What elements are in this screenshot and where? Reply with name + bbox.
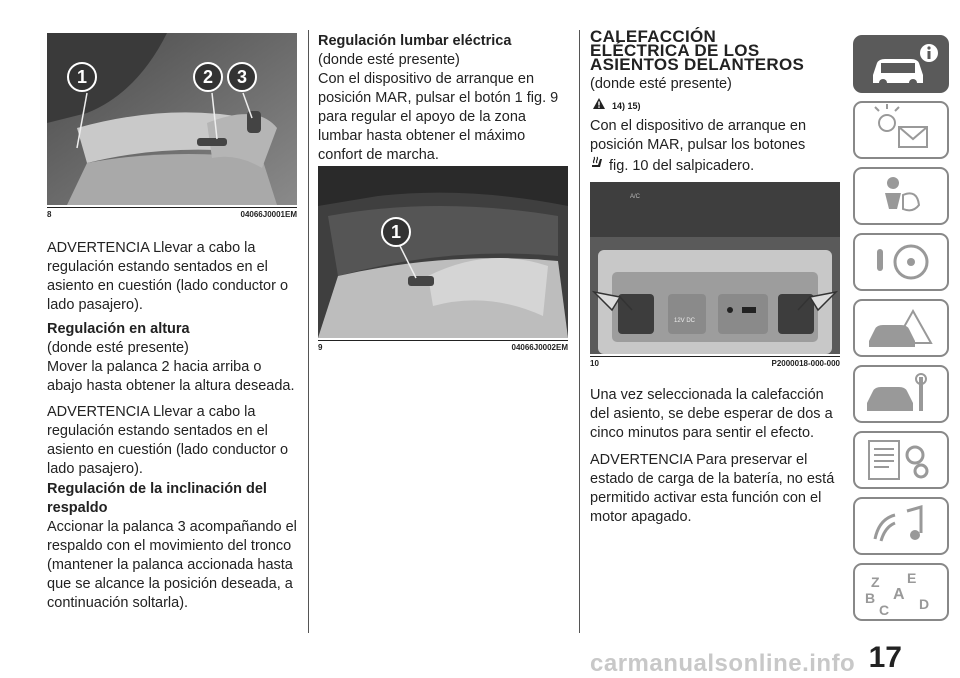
reference-notes	[592, 97, 641, 115]
watermark: carmanualsonline.info	[590, 650, 856, 677]
warning-triangle-icon	[592, 97, 606, 115]
svg-text:C: C	[879, 602, 890, 618]
tab-maintenance[interactable]	[853, 365, 949, 423]
section-lumbar	[318, 32, 568, 70]
figure-rule	[47, 207, 297, 208]
title-line: CALEFACCIÓN	[590, 27, 717, 46]
usb-label: 12V DC	[674, 318, 696, 324]
car-info-icon	[855, 78, 947, 95]
body-paragraph: Con el dispositivo de arranque en posición MAR, pulsar el botón 1 fig. 9 para regular el apoyo de la zona lumbar hasta obtener el máximo confort de marcha.	[318, 71, 559, 163]
figure-rule	[318, 340, 568, 341]
warning-paragraph: ADVERTENCIA Llevar a cabo la regulación estando sentados en el asiento en cuestión (lado conductor o lado pasajero).	[47, 240, 289, 313]
index-icon	[855, 570, 947, 623]
figure-number: 9	[318, 343, 323, 352]
figure-caption	[47, 210, 297, 219]
callout-1	[382, 218, 410, 246]
tab-driving[interactable]	[853, 233, 949, 291]
driving-icon	[855, 276, 947, 293]
lumbar-photo	[318, 166, 568, 338]
svg-text:2: 2	[202, 67, 214, 87]
tab-emergency[interactable]	[853, 299, 949, 357]
tab-multimedia[interactable]	[853, 497, 949, 555]
page-number: 17	[868, 641, 902, 674]
svg-text:A: A	[893, 586, 905, 603]
body-paragraph: Una vez seleccionada la calefacción del asiento, se debe esperar de dos a cinco minutos para sentir el efecto.	[590, 387, 833, 441]
warning-paragraph: ADVERTENCIA Llevar a cabo la regulación estando sentados en el asiento en cuestión (lado conductor o lado pasajero).	[47, 404, 289, 477]
safety-icon	[855, 210, 947, 227]
dashboard-photo	[590, 182, 840, 354]
figure-number: 10	[590, 359, 599, 368]
svg-text:D: D	[919, 596, 930, 612]
warning-lights-icon	[855, 144, 947, 161]
multimedia-icon	[855, 540, 947, 557]
body-paragraph-text: Con el dispositivo de arranque en posición MAR, pulsar los botones	[590, 118, 807, 153]
ac-label: A/C	[630, 194, 641, 200]
svg-text:3: 3	[236, 67, 248, 87]
section-heading: Regulación en altura	[47, 321, 190, 337]
figure-code: P2000018-000-000	[771, 359, 840, 368]
section-note: (donde esté presente)	[590, 76, 732, 92]
svg-text:1: 1	[390, 222, 402, 242]
body-paragraph: Accionar la palanca 3 acompañando el respaldo con el movimiento del tronco (mantener la palanca accionada hasta que se alcance la posición deseada, a continuación soltarla).	[47, 519, 297, 611]
tab-index[interactable]	[853, 563, 949, 621]
title-line: ASIENTOS DELANTEROS	[590, 55, 805, 74]
callout-2	[194, 63, 222, 91]
section-note: (donde esté presente)	[318, 52, 460, 68]
figure-number: 8	[47, 210, 52, 219]
technical-data-icon	[855, 474, 947, 491]
tab-warning-lights[interactable]	[853, 101, 949, 159]
tab-technical-data[interactable]	[853, 431, 949, 489]
section-heading: Regulación de la inclinación del respaldo	[47, 481, 267, 516]
column-divider	[308, 30, 309, 633]
figure-caption	[590, 359, 840, 368]
body-paragraph: Mover la palanca 2 hacia arriba o abajo hasta obtener la altura deseada.	[47, 359, 295, 394]
body-paragraph-line	[590, 155, 840, 177]
seat-adjust-photo	[47, 33, 297, 205]
warning-paragraph: ADVERTENCIA Para preservar el estado de carga de la batería, no está permitido activar esta función con el motor apagado.	[590, 452, 835, 525]
figure-code: 04066J0002EM	[511, 343, 568, 352]
column-divider	[579, 30, 580, 633]
section-height	[47, 320, 297, 358]
tab-safety[interactable]	[853, 167, 949, 225]
callout-3	[228, 63, 256, 91]
title-line: ELÉCTRICA DE LOS	[590, 41, 760, 60]
body-paragraph-text: fig. 10 del salpicadero.	[609, 157, 755, 174]
svg-text:1: 1	[76, 67, 88, 87]
svg-text:Z: Z	[871, 574, 880, 590]
maintenance-icon	[855, 408, 947, 425]
figure-code: 04066J0001EM	[240, 210, 297, 219]
svg-text:B: B	[865, 590, 876, 606]
body-paragraph	[590, 117, 840, 177]
section-heading: Regulación lumbar eléctrica	[318, 33, 512, 49]
emergency-icon	[855, 342, 947, 359]
figure-caption	[318, 343, 568, 352]
tab-car-info[interactable]	[853, 35, 949, 93]
callout-1	[68, 63, 96, 91]
seat-heater-icon	[590, 155, 606, 177]
reference-numbers: 14) 15)	[612, 101, 641, 111]
section-note: (donde esté presente)	[47, 340, 189, 356]
section-title	[590, 27, 840, 74]
svg-text:E: E	[907, 570, 917, 586]
figure-rule	[590, 356, 840, 357]
